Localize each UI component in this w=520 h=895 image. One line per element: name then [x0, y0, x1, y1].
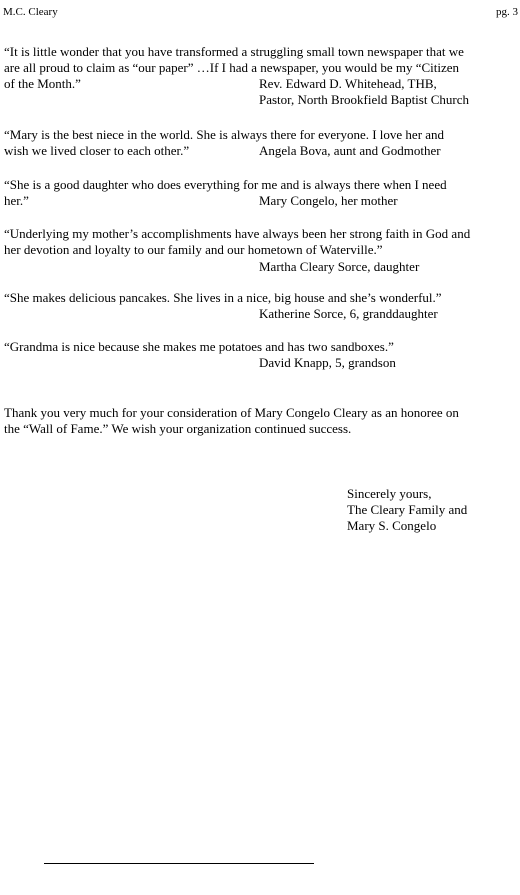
- attribution-line: Pastor, North Brookfield Baptist Church: [259, 92, 469, 107]
- closing-line: Thank you very much for your consideration of Mary Congelo Cleary as an honoree on: [4, 405, 459, 420]
- attribution-line: Martha Cleary Sorce, daughter: [259, 259, 420, 274]
- quote-line: her.”: [4, 193, 29, 208]
- closing-line: the “Wall of Fame.” We wish your organization continued success.: [4, 421, 352, 436]
- quote-attribution: [259, 306, 438, 322]
- quote-line: wish we lived closer to each other.”: [4, 143, 190, 158]
- quote-attribution: [259, 355, 396, 371]
- attribution-line: Rev. Edward D. Whitehead, THB,: [259, 76, 437, 91]
- quote-katherine: [4, 290, 516, 321]
- signature-line: The Cleary Family and: [347, 502, 468, 517]
- quote-line: of the Month.”: [4, 76, 81, 91]
- quote-congelo: [4, 177, 516, 209]
- signature-line: Sincerely yours,: [347, 486, 432, 501]
- quote-line: “She makes delicious pancakes. She lives in a nice, big house and she’s wonderful.”: [4, 290, 442, 305]
- quote-line: her devotion and loyalty to our family and our hometown of Waterville.”: [4, 242, 383, 257]
- quote-bova: [4, 127, 516, 159]
- quote-attribution: [259, 143, 441, 159]
- signature-block: [347, 486, 467, 534]
- quote-line: “She is a good daughter who does everything for me and is always there when I need: [4, 177, 447, 192]
- quote-line: “Mary is the best niece in the world. She is always there for everyone. I love her and: [4, 127, 445, 142]
- closing-paragraph: [4, 405, 516, 437]
- attribution-line: Mary Congelo, her mother: [259, 193, 398, 208]
- quote-attribution: [259, 76, 469, 108]
- quote-attribution: [259, 193, 398, 209]
- footnote-divider: [44, 863, 314, 864]
- attribution-line: Angela Bova, aunt and Godmother: [259, 143, 441, 158]
- quote-line: “Grandma is nice because she makes me potatoes and has two sandboxes.”: [4, 339, 394, 354]
- quote-whitehead: [4, 44, 516, 107]
- quote-sorce: [4, 226, 516, 274]
- header-page-number: pg. 3: [496, 6, 518, 18]
- quote-line: “It is little wonder that you have transformed a struggling small town newspaper that we: [4, 44, 464, 59]
- quote-attribution: [259, 259, 419, 275]
- quote-line: “Underlying my mother’s accomplishments have always been her strong faith in God and: [4, 226, 471, 241]
- quote-david: [4, 339, 516, 370]
- attribution-line: David Knapp, 5, grandson: [259, 355, 396, 370]
- signature-line: Mary S. Congelo: [347, 518, 437, 533]
- header-author: M.C. Cleary: [3, 6, 58, 18]
- quote-line: are all proud to claim as “our paper” …If I had a newspaper, you would be my “Citizen: [4, 60, 460, 75]
- attribution-line: Katherine Sorce, 6, granddaughter: [259, 306, 438, 321]
